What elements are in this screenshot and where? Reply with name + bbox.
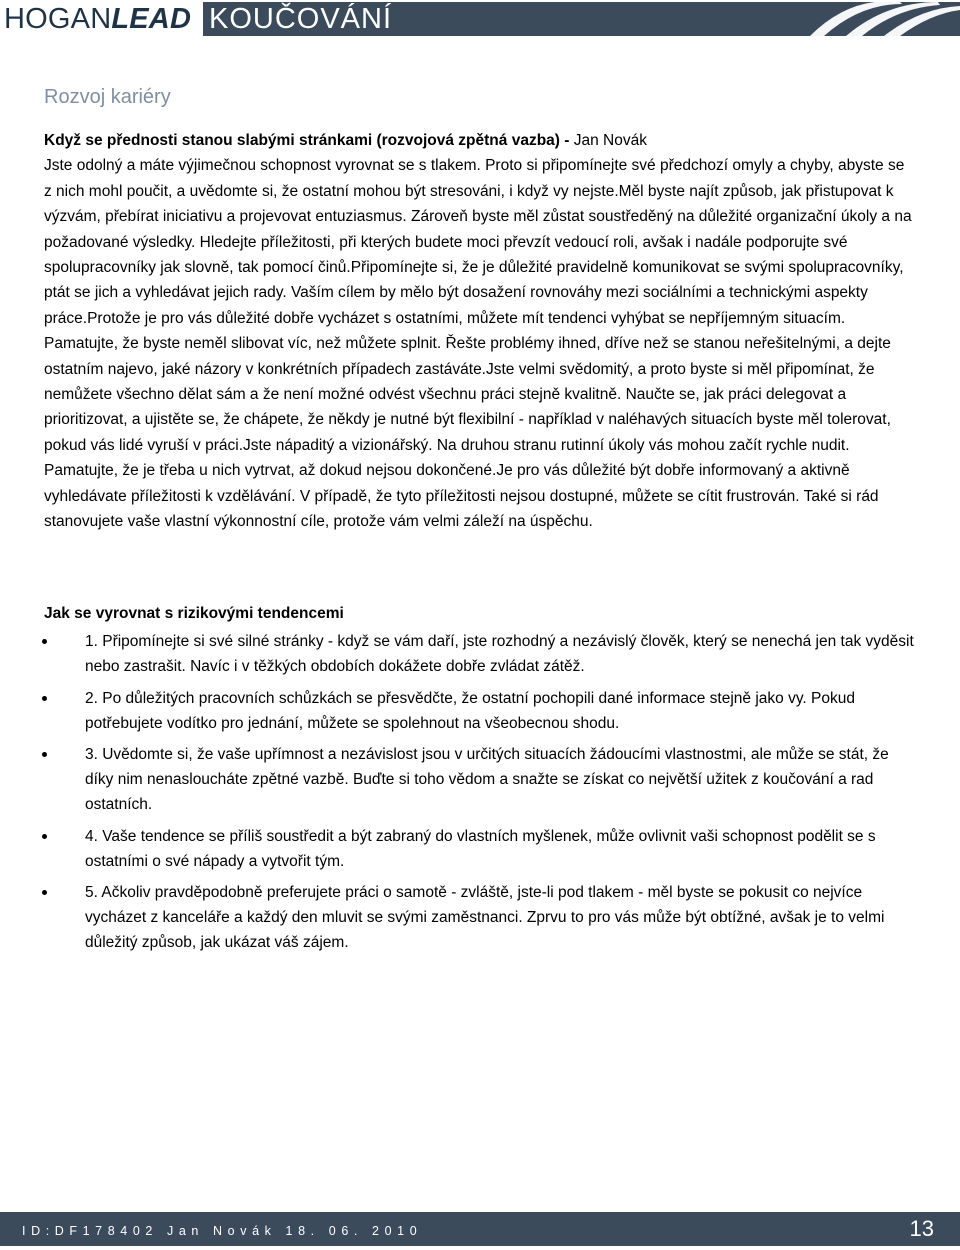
bullet-icon: [42, 834, 47, 839]
swoosh-graphic: [810, 2, 960, 36]
tips-list: [44, 629, 914, 962]
intro-body: Jste odolný a máte výjimečnou schopnost vyrovnat se s tlakem. Proto si připomínejte své předchozí omyly a chyby, abyste se z nich mohl poučit, a uvědomte si, že ostatní mohou být stresováni, i když vy nejste.Měl byste najít způsob, jak přistupovat k výzvám, přebírat iniciativu a projevovat entuziasmus. Zároveň byste měl zůstat soustředěný na důležité organizační úkoly a na požadované výsledky. Hledejte příležitosti, při kterých budete moci převzít vedoucí roli, avšak i nadále podporujte své spolupracovníky jak slovně, tak pomocí činů.Připomínejte si, že je důležité pravidelně komunikovat se svými spolupracovníky, ptát se jich a vyhledávat jejich rady. Vaším cílem by mělo být dosažení rovnováhy mezi sociálními a technickými aspekty práce.Protože je pro vás důležité dobře vycházet s ostatními, můžete mít tendenci vyhýbat se nepříjemným situacím. Pamatujte, že byste neměl slibovat víc, než můžete splnit. Řešte problémy ihned, dříve než se stanou neřešitelnými, a dejte ostatním najevo, jaké názory v konkrétních případech zastáváte.Jste velmi svědomitý, a proto byste si měl připomínat, že nemůžete všechno dělat sám a že není možné odvést všechnu práci stejně kvalitně. Naučte se, jak práci delegovat a prioritizovat, a ujistěte se, že chápete, že někdy je nutné být flexibilní - například v naléhavých situacích byste měl tolerovat, pokud vás lidé vyruší v práci.Jste nápaditý a vizionářský. Na druhou stranu rutinní úkoly vás mohou začít rychle nudit. Pamatujte, že je třeba u nich vytrvat, až dokud nejsou dokončené.Je pro vás důležité být dobře informovaný a aktivně vyhledávate příležitosti k vzdělávání. V případě, že tyto příležitosti nejsou dostupné, můžete se cítit frustrován. Také si rád stanovujete vaše vlastní výkonnostní cíle, protože vám velmi záleží na úspěchu.: [44, 157, 912, 531]
brand-section: KOUČOVÁNÍ: [209, 3, 393, 35]
bullet-icon: [42, 752, 47, 757]
tip-text: 1. Připomínejte si své silné stránky - když se vám daří, jste rozhodný a nezávislý člověk, který se nenechá jen tak vyděsit nebo zastrašit. Navíc i v těžkých obdobích dokážete dobře zvládat zátěž.: [85, 633, 914, 675]
list-item: [44, 880, 914, 955]
footer-meta: ID:DF178402 Jan Novák 18. 06. 2010: [22, 1224, 423, 1238]
person-name: Jan Novák: [569, 132, 647, 149]
brand-lead: LEAD: [111, 3, 192, 35]
intro-heading-bold: Když se přednosti stanou slabými stránkami (rozvojová zpětná vazba) -: [44, 132, 570, 149]
list-item: [44, 824, 914, 874]
tip-text: 5. Ačkoliv pravděpodobně preferujete práci o samotě - zvláště, jste-li pod tlakem - měl byste se pokusit co nejvíce vycházet z kanceláře a každý den mluvit se svými zaměstnanci. Zprvu to pro vás může být obtížné, avšak je to velmi důležitý způsob, jak ukázat váš zájem.: [85, 884, 885, 951]
list-item: [44, 686, 914, 736]
tip-text: 2. Po důležitých pracovních schůzkách se přesvědčte, že ostatní pochopili dané informace stejně jako vy. Pokud potřebujete vodítko pro jednání, můžete se spolehnout na všeobecnou shodu.: [85, 689, 855, 732]
list-item: [44, 629, 914, 679]
bullet-icon: [42, 639, 47, 644]
header-bar: [203, 2, 960, 36]
tip-text: 4. Vaše tendence se příliš soustředit a být zabraný do vlastních myšlenek, může ovlivnit vaši schopnost podělit se s ostatními o své nápady a vytvořit tým.: [85, 827, 876, 870]
brand-prefix: HOGAN: [4, 3, 112, 35]
risk-heading: Jak se vyrovnat s rizikovými tendencemi: [44, 605, 344, 622]
brand-logo: [4, 2, 191, 36]
page-footer: [0, 1212, 960, 1246]
tip-text: 3. Uvědomte si, že vaše upřímnost a nezávislost jsou v určitých situacích žádoucími vlastnostmi, ale může se stát, že díky nim nenasloucháte zpětné vazbě. Buďte si toho vědom a snažte se získat co největší užitek z koučování a rad ostatních.: [85, 746, 889, 813]
bullet-icon: [42, 696, 47, 701]
list-item: [44, 742, 914, 817]
intro-section: [44, 128, 914, 535]
intro-heading: [44, 128, 914, 153]
section-title: Rozvoj kariéry: [44, 86, 171, 108]
bullet-icon: [42, 890, 47, 895]
page-number: 13: [909, 1216, 934, 1241]
page-header: [0, 0, 960, 38]
